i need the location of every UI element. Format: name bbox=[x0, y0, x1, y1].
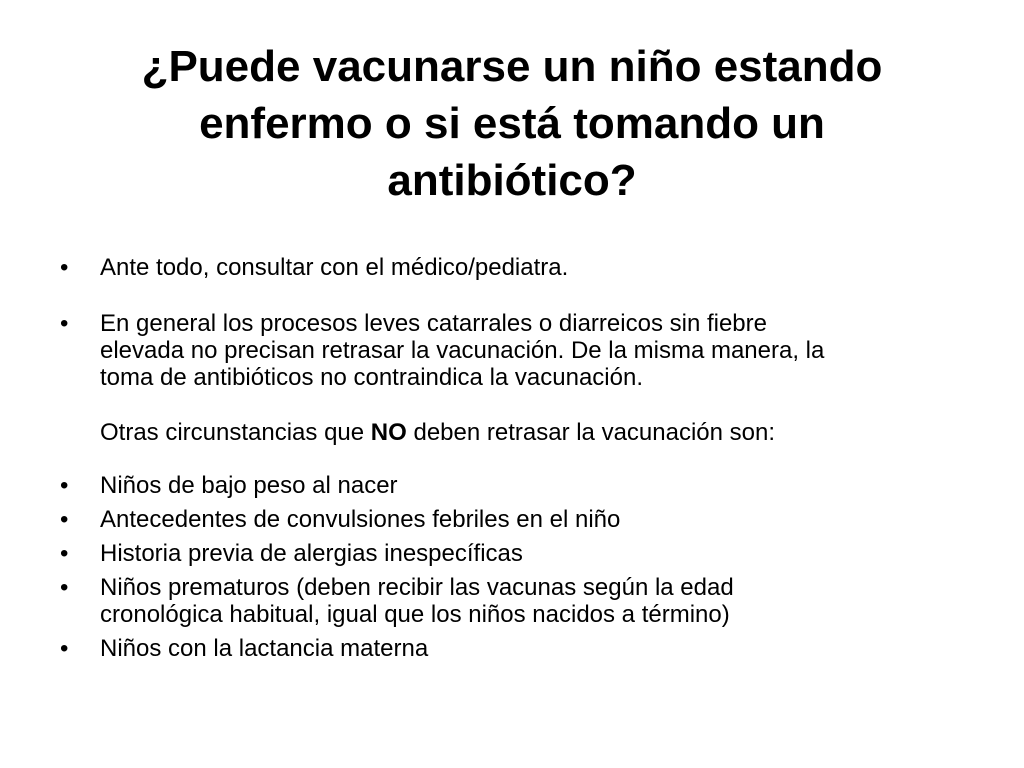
note-emphasis-no: NO bbox=[370, 419, 407, 446]
slide-title-line: antibiótico? bbox=[387, 156, 637, 205]
bullet-icon: • bbox=[60, 472, 69, 499]
list-item-text: Niños con la lactancia materna bbox=[100, 635, 429, 662]
bullet-icon: • bbox=[60, 635, 69, 662]
list-item-febrile-convulsions bbox=[60, 506, 980, 533]
list-item-text: Niños de bajo peso al nacer bbox=[100, 472, 398, 499]
bullet-icon: • bbox=[60, 506, 69, 533]
slide-title-line: enfermo o si está tomando un bbox=[199, 99, 825, 148]
other-circumstances-note bbox=[100, 419, 980, 446]
bullet-icon: • bbox=[60, 540, 69, 567]
bullet-icon: • bbox=[60, 254, 69, 281]
list-item-text: elevada no precisan retrasar la vacunación. De la misma manera, la bbox=[100, 337, 825, 364]
list-item-text: toma de antibióticos no contraindica la vacunación. bbox=[100, 364, 643, 391]
bullet-icon: • bbox=[60, 574, 69, 601]
list-item-text: Niños prematuros (deben recibir las vacunas según la edad bbox=[100, 574, 734, 601]
list-item-consult-doctor bbox=[60, 254, 980, 281]
list-item-text: Antecedentes de convulsiones febriles en el niño bbox=[100, 506, 621, 533]
list-item-breastfeeding bbox=[60, 635, 980, 662]
slide-title bbox=[50, 38, 974, 209]
slide-title-line: ¿Puede vacunarse un niño estando bbox=[141, 42, 883, 91]
list-item-text: Ante todo, consultar con el médico/pediatra. bbox=[100, 254, 569, 281]
bullet-list bbox=[60, 254, 980, 662]
note-text-after: deben retrasar la vacunación son: bbox=[406, 419, 776, 446]
list-item-text: Historia previa de alergias inespecíficas bbox=[100, 540, 523, 567]
bullet-icon: • bbox=[60, 310, 69, 337]
list-item-allergies bbox=[60, 540, 980, 567]
list-item-text: cronológica habitual, igual que los niños nacidos a término) bbox=[100, 601, 730, 628]
list-item-mild-illness bbox=[60, 310, 980, 446]
list-item-text: En general los procesos leves catarrales o diarreicos sin fiebre bbox=[100, 310, 767, 337]
note-text-before: Otras circunstancias que bbox=[100, 419, 371, 446]
list-item-low-birth-weight bbox=[60, 472, 980, 499]
list-item-premature bbox=[60, 574, 980, 628]
